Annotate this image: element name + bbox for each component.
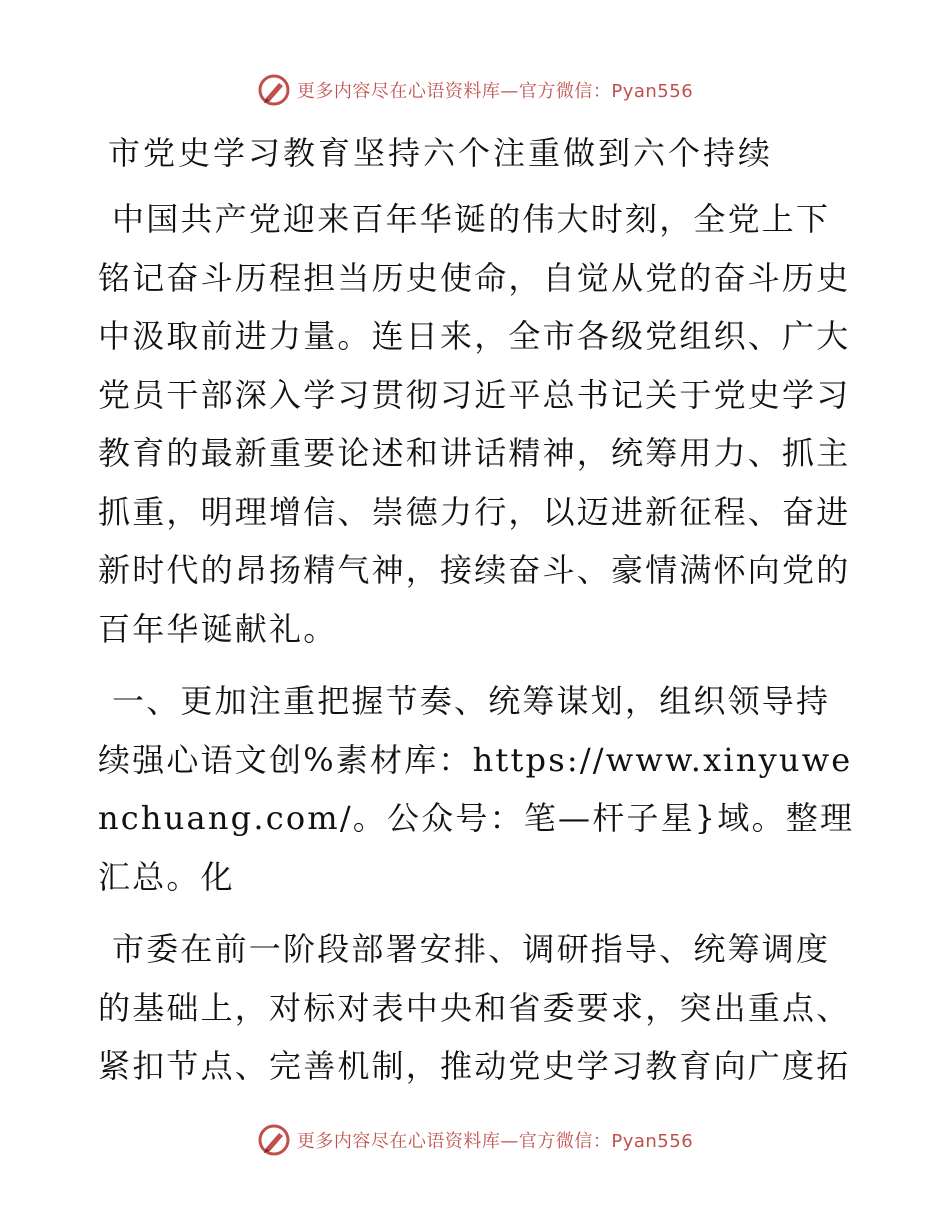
footer-banner-text — [297, 1127, 693, 1153]
footer-wechat-id: Pyan556 — [611, 1131, 694, 1152]
header-wechat-id: Pyan556 — [611, 81, 694, 102]
header-banner-label: 更多内容尽在心语资料库—官方微信： — [296, 81, 612, 102]
paragraph-intro: 中国共产党迎来百年华诞的伟大时刻，全党上下铭记奋斗历程担当历史使命，自觉从党的奋斗历史中汲取前进力量。连日来，全市各级党组织、广大党员干部深入学习贯彻习近平总书记关于党史学习教育的最新重要论述和讲话精神，统筹用力、抓主抓重，明理增信、崇德力行，以迈进新征程、奋进新时代的昂扬精气神，接续奋斗、豪情满怀向党的百年华诞献礼。 — [98, 200, 851, 648]
footer-banner — [0, 1120, 950, 1160]
footer-banner-label: 更多内容尽在心语资料库—官方微信： — [296, 1131, 612, 1152]
header-banner — [0, 70, 950, 110]
paragraph-section-one: 一、更加注重把握节奏、统筹谋划，组织领导持续强心语文创%素材库：https://www.xinyuwenchuang.com/。公众号：笔—杆子星}域。整理汇总。化 — [98, 682, 855, 896]
document-body — [98, 190, 858, 1108]
header-banner-text — [297, 77, 693, 103]
paragraph-municipal-committee: 市委在前一阶段部署安排、调研指导、统筹调度的基础上，对标对表中央和省委要求，突出重点、紧扣节点、完善机制，推动党史学习教育向广度拓 — [98, 930, 851, 1085]
document-title: 市党史学习教育坚持六个注重做到六个持续 — [108, 134, 774, 172]
pen-logo-icon — [257, 73, 291, 107]
pen-logo-icon — [257, 1123, 291, 1157]
